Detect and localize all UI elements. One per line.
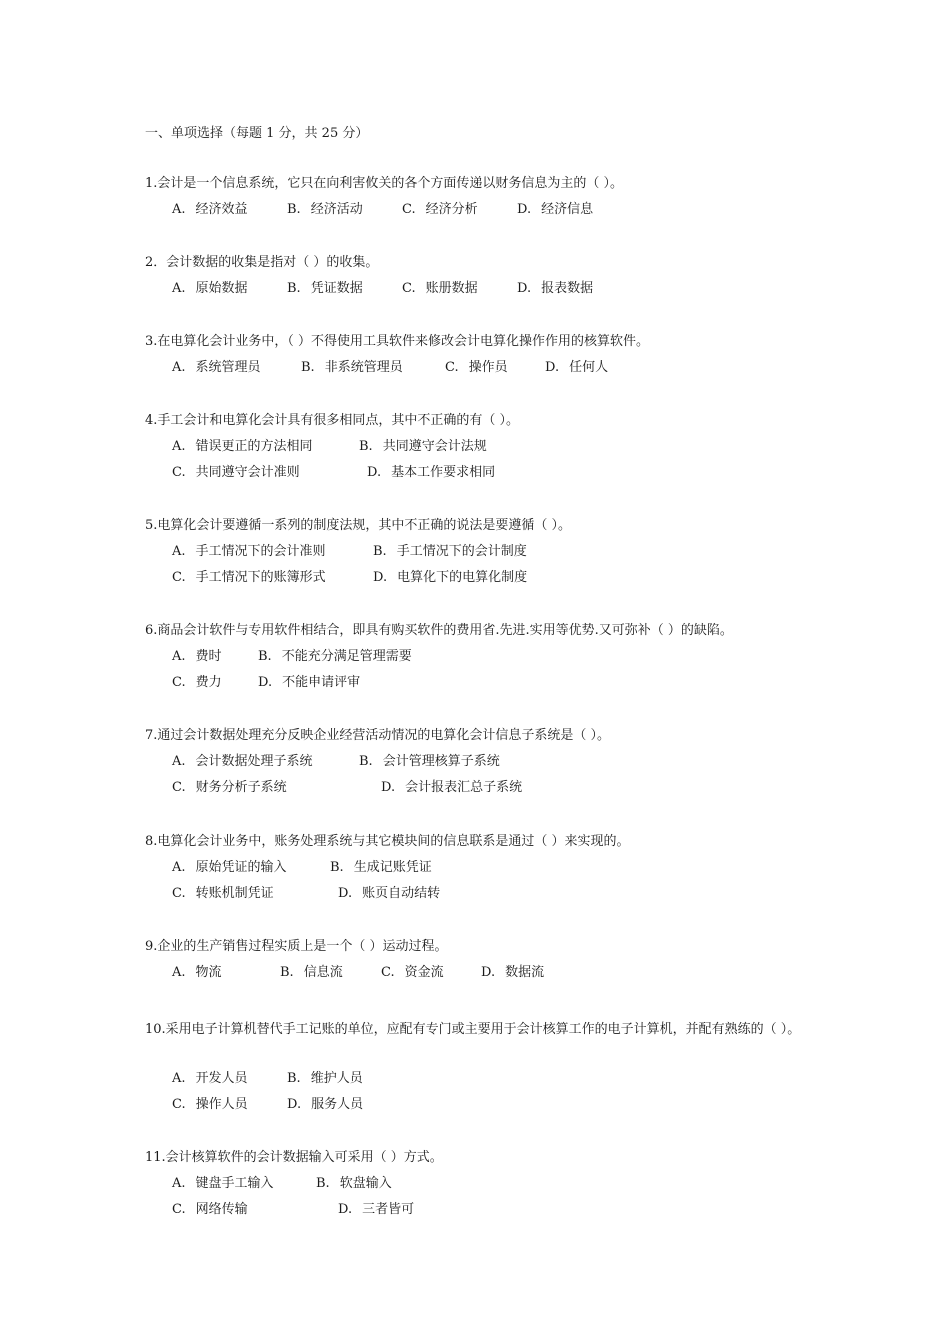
question-9-text: 9.企业的生产销售过程实质上是一个（ ）运动过程。 — [145, 939, 448, 954]
question-10-option-a — [172, 1070, 248, 1088]
option-letter: C. — [172, 1097, 186, 1112]
option-letter: C. — [445, 360, 459, 375]
question-1-option-b — [287, 201, 363, 219]
option-letter: D. — [338, 886, 353, 901]
option-letter: A. — [172, 1071, 186, 1086]
question-3-option-a — [172, 359, 261, 377]
option-letter: A. — [172, 1176, 186, 1191]
option-letter: A. — [172, 965, 186, 980]
option-letter: D. — [373, 570, 388, 585]
question-6-text: 6.商品会计软件与专用软件相结合，即具有购买软件的费用省.先进.实用等优势.又可弥补（ ）的缺陷。 — [145, 623, 733, 638]
option-text: 网络传输 — [195, 1202, 248, 1217]
option-letter: A. — [172, 649, 186, 664]
option-text: 经济效益 — [195, 202, 248, 217]
question-5-option-a — [172, 543, 326, 561]
option-letter: C. — [402, 281, 416, 296]
question-10-option-d — [287, 1096, 363, 1114]
option-letter: B. — [316, 1176, 330, 1191]
question-8-text: 8.电算化会计业务中，账务处理系统与其它模块间的信息联系是通过（ ）来实现的。 — [145, 834, 630, 849]
option-text: 费力 — [195, 675, 222, 690]
option-letter: D. — [381, 780, 396, 795]
question-5-option-d — [373, 569, 527, 587]
option-text: 凭证数据 — [310, 281, 363, 296]
option-text: 共同遵守会计法规 — [382, 439, 487, 454]
option-text: 错误更正的方法相同 — [195, 439, 313, 454]
option-letter: D. — [367, 465, 382, 480]
option-letter: C. — [172, 570, 186, 585]
question-4-option-d — [367, 464, 495, 482]
question-8-option-c — [172, 885, 274, 903]
question-1-option-a — [172, 201, 248, 219]
option-letter: B. — [359, 754, 373, 769]
question-11-option-d — [338, 1201, 414, 1219]
option-letter: C. — [381, 965, 395, 980]
question-2-option-a — [172, 280, 248, 298]
question-5-text: 5.电算化会计要遵循一系列的制度法规，其中不正确的说法是要遵循（ ）。 — [145, 518, 572, 533]
option-letter: B. — [287, 202, 301, 217]
option-letter: C. — [172, 886, 186, 901]
option-text: 物流 — [195, 965, 222, 980]
option-letter: D. — [481, 965, 496, 980]
option-letter: A. — [172, 860, 186, 875]
question-9-option-c — [381, 964, 444, 982]
question-9-option-b — [280, 964, 343, 982]
option-letter: B. — [301, 360, 315, 375]
option-letter: D. — [338, 1202, 353, 1217]
question-9-option-a — [172, 964, 222, 982]
option-letter: A. — [172, 544, 186, 559]
option-text: 开发人员 — [195, 1071, 248, 1086]
option-text: 操作人员 — [195, 1097, 248, 1112]
option-letter: A. — [172, 439, 186, 454]
option-text: 报表数据 — [541, 281, 594, 296]
option-letter: C. — [172, 780, 186, 795]
option-letter: C. — [402, 202, 416, 217]
question-1-option-d — [517, 201, 593, 219]
option-text: 经济分析 — [425, 202, 478, 217]
option-text: 原始凭证的输入 — [195, 860, 287, 875]
question-3-text: 3.在电算化会计业务中，（ ）不得使用工具软件来修改会计电算化操作作用的核算软件。 — [145, 334, 650, 349]
option-text: 非系统管理员 — [324, 360, 403, 375]
question-7-option-a — [172, 753, 313, 771]
question-5-option-b — [373, 543, 527, 561]
option-letter: C. — [172, 465, 186, 480]
option-text: 操作员 — [468, 360, 508, 375]
question-10-text: 10.采用电子计算机替代手工记账的单位，应配有专门或主要用于会计核算工作的电子计算机，并配有熟练的（ ）。 — [145, 1022, 801, 1037]
option-letter: A. — [172, 360, 186, 375]
option-text: 原始数据 — [195, 281, 248, 296]
option-letter: D. — [258, 675, 273, 690]
question-4-text: 4.手工会计和电算化会计具有很多相同点，其中不正确的有（ ）。 — [145, 413, 520, 428]
question-7-option-b — [359, 753, 500, 771]
option-letter: D. — [517, 202, 532, 217]
question-5-option-c — [172, 569, 326, 587]
option-text: 手工情况下的账簿形式 — [195, 570, 326, 585]
question-6-option-c — [172, 674, 222, 692]
question-2-option-d — [517, 280, 593, 298]
option-text: 不能充分满足管理需要 — [281, 649, 412, 664]
question-2-text: 2．会计数据的收集是指对（ ）的收集。 — [145, 255, 379, 270]
option-text: 经济活动 — [310, 202, 363, 217]
option-text: 会计管理核算子系统 — [382, 754, 500, 769]
option-letter: B. — [359, 439, 373, 454]
option-letter: B. — [287, 1071, 301, 1086]
question-3-option-b — [301, 359, 403, 377]
option-letter: D. — [287, 1097, 302, 1112]
question-6-option-b — [258, 648, 412, 666]
option-text: 账页自动结转 — [362, 886, 441, 901]
question-1-option-c — [402, 201, 478, 219]
question-4-option-b — [359, 438, 487, 456]
option-letter: B. — [258, 649, 272, 664]
option-text: 手工情况下的会计准则 — [195, 544, 326, 559]
question-11-option-c — [172, 1201, 248, 1219]
option-letter: A. — [172, 754, 186, 769]
question-8-option-d — [338, 885, 440, 903]
question-1-text: 1.会计是一个信息系统，它只在向利害攸关的各个方面传递以财务信息为主的（ ）。 — [145, 176, 624, 191]
option-text: 共同遵守会计准则 — [195, 465, 300, 480]
option-text: 系统管理员 — [195, 360, 261, 375]
question-3-option-c — [445, 359, 508, 377]
option-text: 维护人员 — [310, 1071, 363, 1086]
question-3-option-d — [545, 359, 608, 377]
option-text: 任何人 — [569, 360, 609, 375]
option-letter: A. — [172, 281, 186, 296]
option-text: 服务人员 — [311, 1097, 364, 1112]
option-letter: C. — [172, 1202, 186, 1217]
option-letter: C. — [172, 675, 186, 690]
question-9-option-d — [481, 964, 544, 982]
option-text: 财务分析子系统 — [195, 780, 287, 795]
option-letter: A. — [172, 202, 186, 217]
question-11-option-b — [316, 1175, 392, 1193]
option-letter: D. — [545, 360, 560, 375]
option-text: 手工情况下的会计制度 — [396, 544, 527, 559]
question-8-option-b — [330, 859, 432, 877]
question-6-option-a — [172, 648, 222, 666]
section-title: 一、单项选择（每题 1 分，共 25 分） — [145, 126, 369, 141]
option-text: 基本工作要求相同 — [391, 465, 496, 480]
question-2-option-c — [402, 280, 478, 298]
option-text: 资金流 — [404, 965, 444, 980]
option-letter: D. — [517, 281, 532, 296]
option-text: 电算化下的电算化制度 — [397, 570, 528, 585]
option-letter: B. — [280, 965, 294, 980]
question-8-option-a — [172, 859, 287, 877]
option-text: 信息流 — [303, 965, 343, 980]
question-10-option-b — [287, 1070, 363, 1088]
option-letter: B. — [373, 544, 387, 559]
question-4-option-a — [172, 438, 313, 456]
option-letter: B. — [287, 281, 301, 296]
option-text: 软盘输入 — [339, 1176, 392, 1191]
question-7-option-c — [172, 779, 287, 797]
option-text: 费时 — [195, 649, 222, 664]
question-2-option-b — [287, 280, 363, 298]
question-7-option-d — [381, 779, 522, 797]
option-text: 不能申请评审 — [282, 675, 361, 690]
question-11-text: 11.会计核算软件的会计数据输入可采用（ ）方式。 — [145, 1150, 443, 1165]
question-6-option-d — [258, 674, 360, 692]
option-text: 账册数据 — [425, 281, 478, 296]
option-letter: B. — [330, 860, 344, 875]
option-text: 经济信息 — [541, 202, 594, 217]
option-text: 会计数据处理子系统 — [195, 754, 313, 769]
question-10-option-c — [172, 1096, 248, 1114]
question-11-option-a — [172, 1175, 274, 1193]
question-7-text: 7.通过会计数据处理充分反映企业经营活动情况的电算化会计信息子系统是（ ）。 — [145, 728, 611, 743]
question-4-option-c — [172, 464, 300, 482]
option-text: 转账机制凭证 — [195, 886, 274, 901]
option-text: 数据流 — [505, 965, 545, 980]
option-text: 键盘手工输入 — [195, 1176, 274, 1191]
option-text: 生成记账凭证 — [353, 860, 432, 875]
option-text: 三者皆可 — [362, 1202, 415, 1217]
option-text: 会计报表汇总子系统 — [405, 780, 523, 795]
